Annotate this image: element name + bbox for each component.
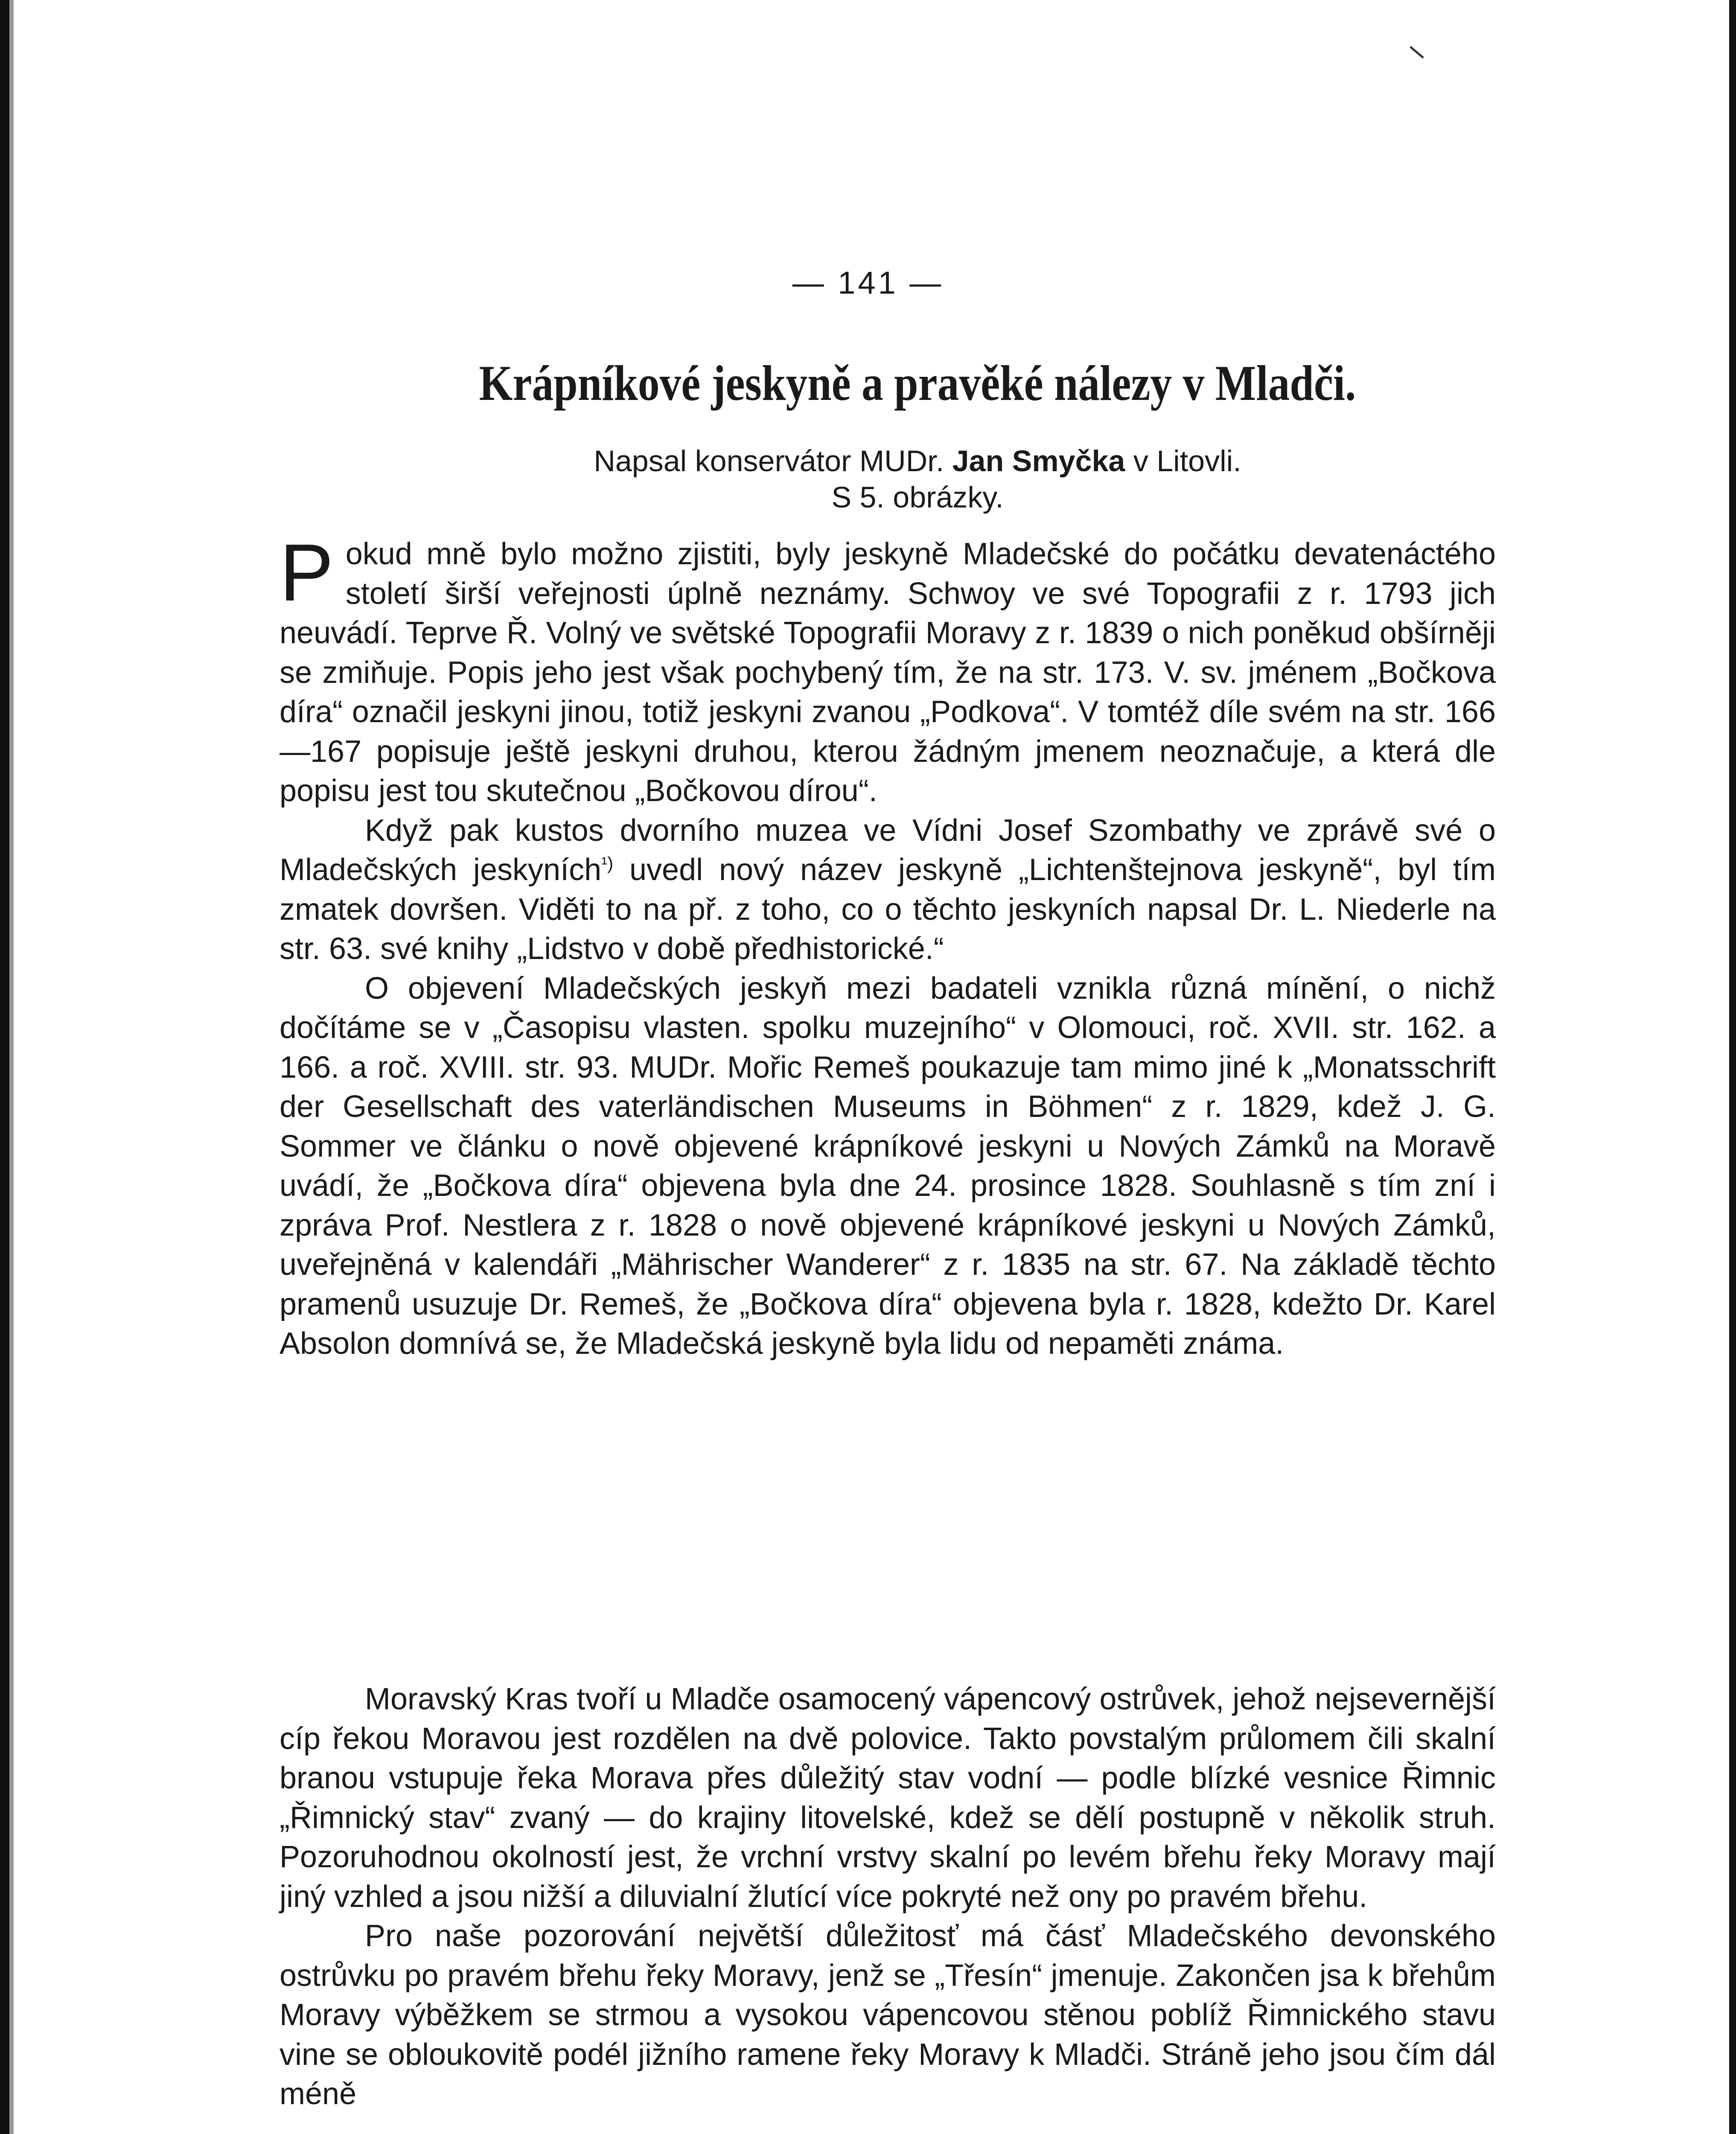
article-subline: S 5. obrázky.: [831, 481, 1004, 514]
paragraph-1: [280, 528, 1496, 811]
article-byline: [128, 444, 1707, 478]
paragraph-3: O objevení Mladečských jeskyň mezi badateli vznikla různá mínění, o nichž dočítáme se v „Časopisu vlasten. spolku muzejního“ v Olomouci, roč. XVII. str. 162. a 166. a roč. XVIII. str. 93. MUDr. Mořic Remeš poukazuje tam mimo jiné k „Monatsschrift der Gesellschaft des vaterländischen Museums in Böhmen“ z r. 1829, kdež J. G. Sommer ve článku o nově objevené krápníkové jeskyni u Nových Zámků na Moravě uvádí, že „Bočkova díra“ objevena byla dne 24. prosince 1828. Souhlasně s tím zní i zpráva Prof. Nestlera z r. 1828 o nově objevené krápníkové jeskyni u Nových Zámků, uveřejněná v kalendáři „Mährischer Wanderer“ z r. 1835 na str. 67. Na základě těchto pramenů usuzuje Dr. Remeš, že „Bočkova díra“ objevena byla r. 1828, kdežto Dr. Karel Absolon domnívá se, že Mladečská jeskyně byla lidu od nepaměti známa.: [280, 971, 1496, 1361]
paragraph-2: [280, 811, 1496, 969]
paragraph-2-text-b: uvedl nový název jeskyně „Lichtenštejnova jeskyně“, byl tím zmatek dovršen. Viděti to na př. z toho, co o těchto jeskyních napsal Dr. L. Niederle na str. 63. své knihy „Lidstvo v době předhistorické.“: [280, 853, 1496, 966]
article-body-top: [280, 528, 1496, 1364]
article-title: Krápníkové jeskyně a pravěké nálezy v Mladči.: [479, 355, 1356, 411]
page-number: — 141 —: [792, 265, 944, 300]
byline-prefix: Napsal konservátor MUDr.: [594, 444, 944, 478]
scan-mark: [1410, 46, 1424, 59]
paragraph-4: Moravský Kras tvoří u Mladče osamocený vápencový ostrůvek, jehož nejsevernější cíp řekou Moravou jest rozdělen na dvě polovice. Takto povstalým průlomem čili skalní branou vstupuje řeka Morava přes důležitý stav vodní — podle blízké vesnice Řimnic „Řimnický stav“ zvaný — do krajiny litovelské, kdež se dělí postupně v několik struh. Pozoruhodnou okolností jest, že vrchní vrstvy skalní po levém břehu řeky Moravy mají jiný vzhled a jsou nižší a diluvialní žlutící více pokryté než ony po pravém břehu.: [280, 1682, 1496, 1914]
scan-edge-shadow: [9, 0, 14, 2134]
drop-cap: P: [280, 528, 334, 618]
scan-edge-right: [1729, 0, 1736, 2134]
byline-suffix: v Litovli.: [1133, 444, 1241, 478]
paragraph-1-text: okud mně bylo možno zjistiti, byly jeskyně Mladečské do počátku devatenáctého století širší veřejnosti úplně neznámy. Schwoy ve své Topografii z r. 1793 jich neuvádí. Teprve Ř. Volný ve světské Topografii Moravy z r. 1839 o nich poněkud obšírněji se zmiňuje. Popis jeho jest však pochybený tím, že na str. 173. V. sv. jménem „Bočkova díra“ označil jeskyni jinou, totiž jeskyni zvanou „Podkova“. V tomtéž díle svém na str. 166—167 popisuje ještě jeskyni druhou, kterou žádným jmenem neoznačuje, a která dle popisu jest tou skutečnou „Bočkovou dírou“.: [280, 537, 1496, 808]
article-body-bottom: [280, 1679, 1496, 2114]
footnote-reference: ¹): [601, 853, 614, 873]
paragraph-5: Pro naše pozorování největší důležitosť má čásť Mladečského devonského ostrůvku po pravém břehu řeky Moravy, jenž se „Třesín“ jmenuje. Zakončen jsa k břehům Moravy výběžkem se strmou a vysokou vápencovou stěnou poblíž Řimnického stavu vine se obloukovitě podél jižního ramene řeky Moravy k Mladči. Stráně jeho jsou čím dál méně: [280, 1919, 1496, 2111]
paragraph-2-text-a: Když pak kustos dvorního muzea ve Vídni Josef Szombathy ve zprávě své o Mladečských jeskyních: [280, 813, 1496, 887]
scan-edge-left: [0, 0, 9, 2134]
byline-author: Jan Smyčka: [952, 444, 1125, 478]
